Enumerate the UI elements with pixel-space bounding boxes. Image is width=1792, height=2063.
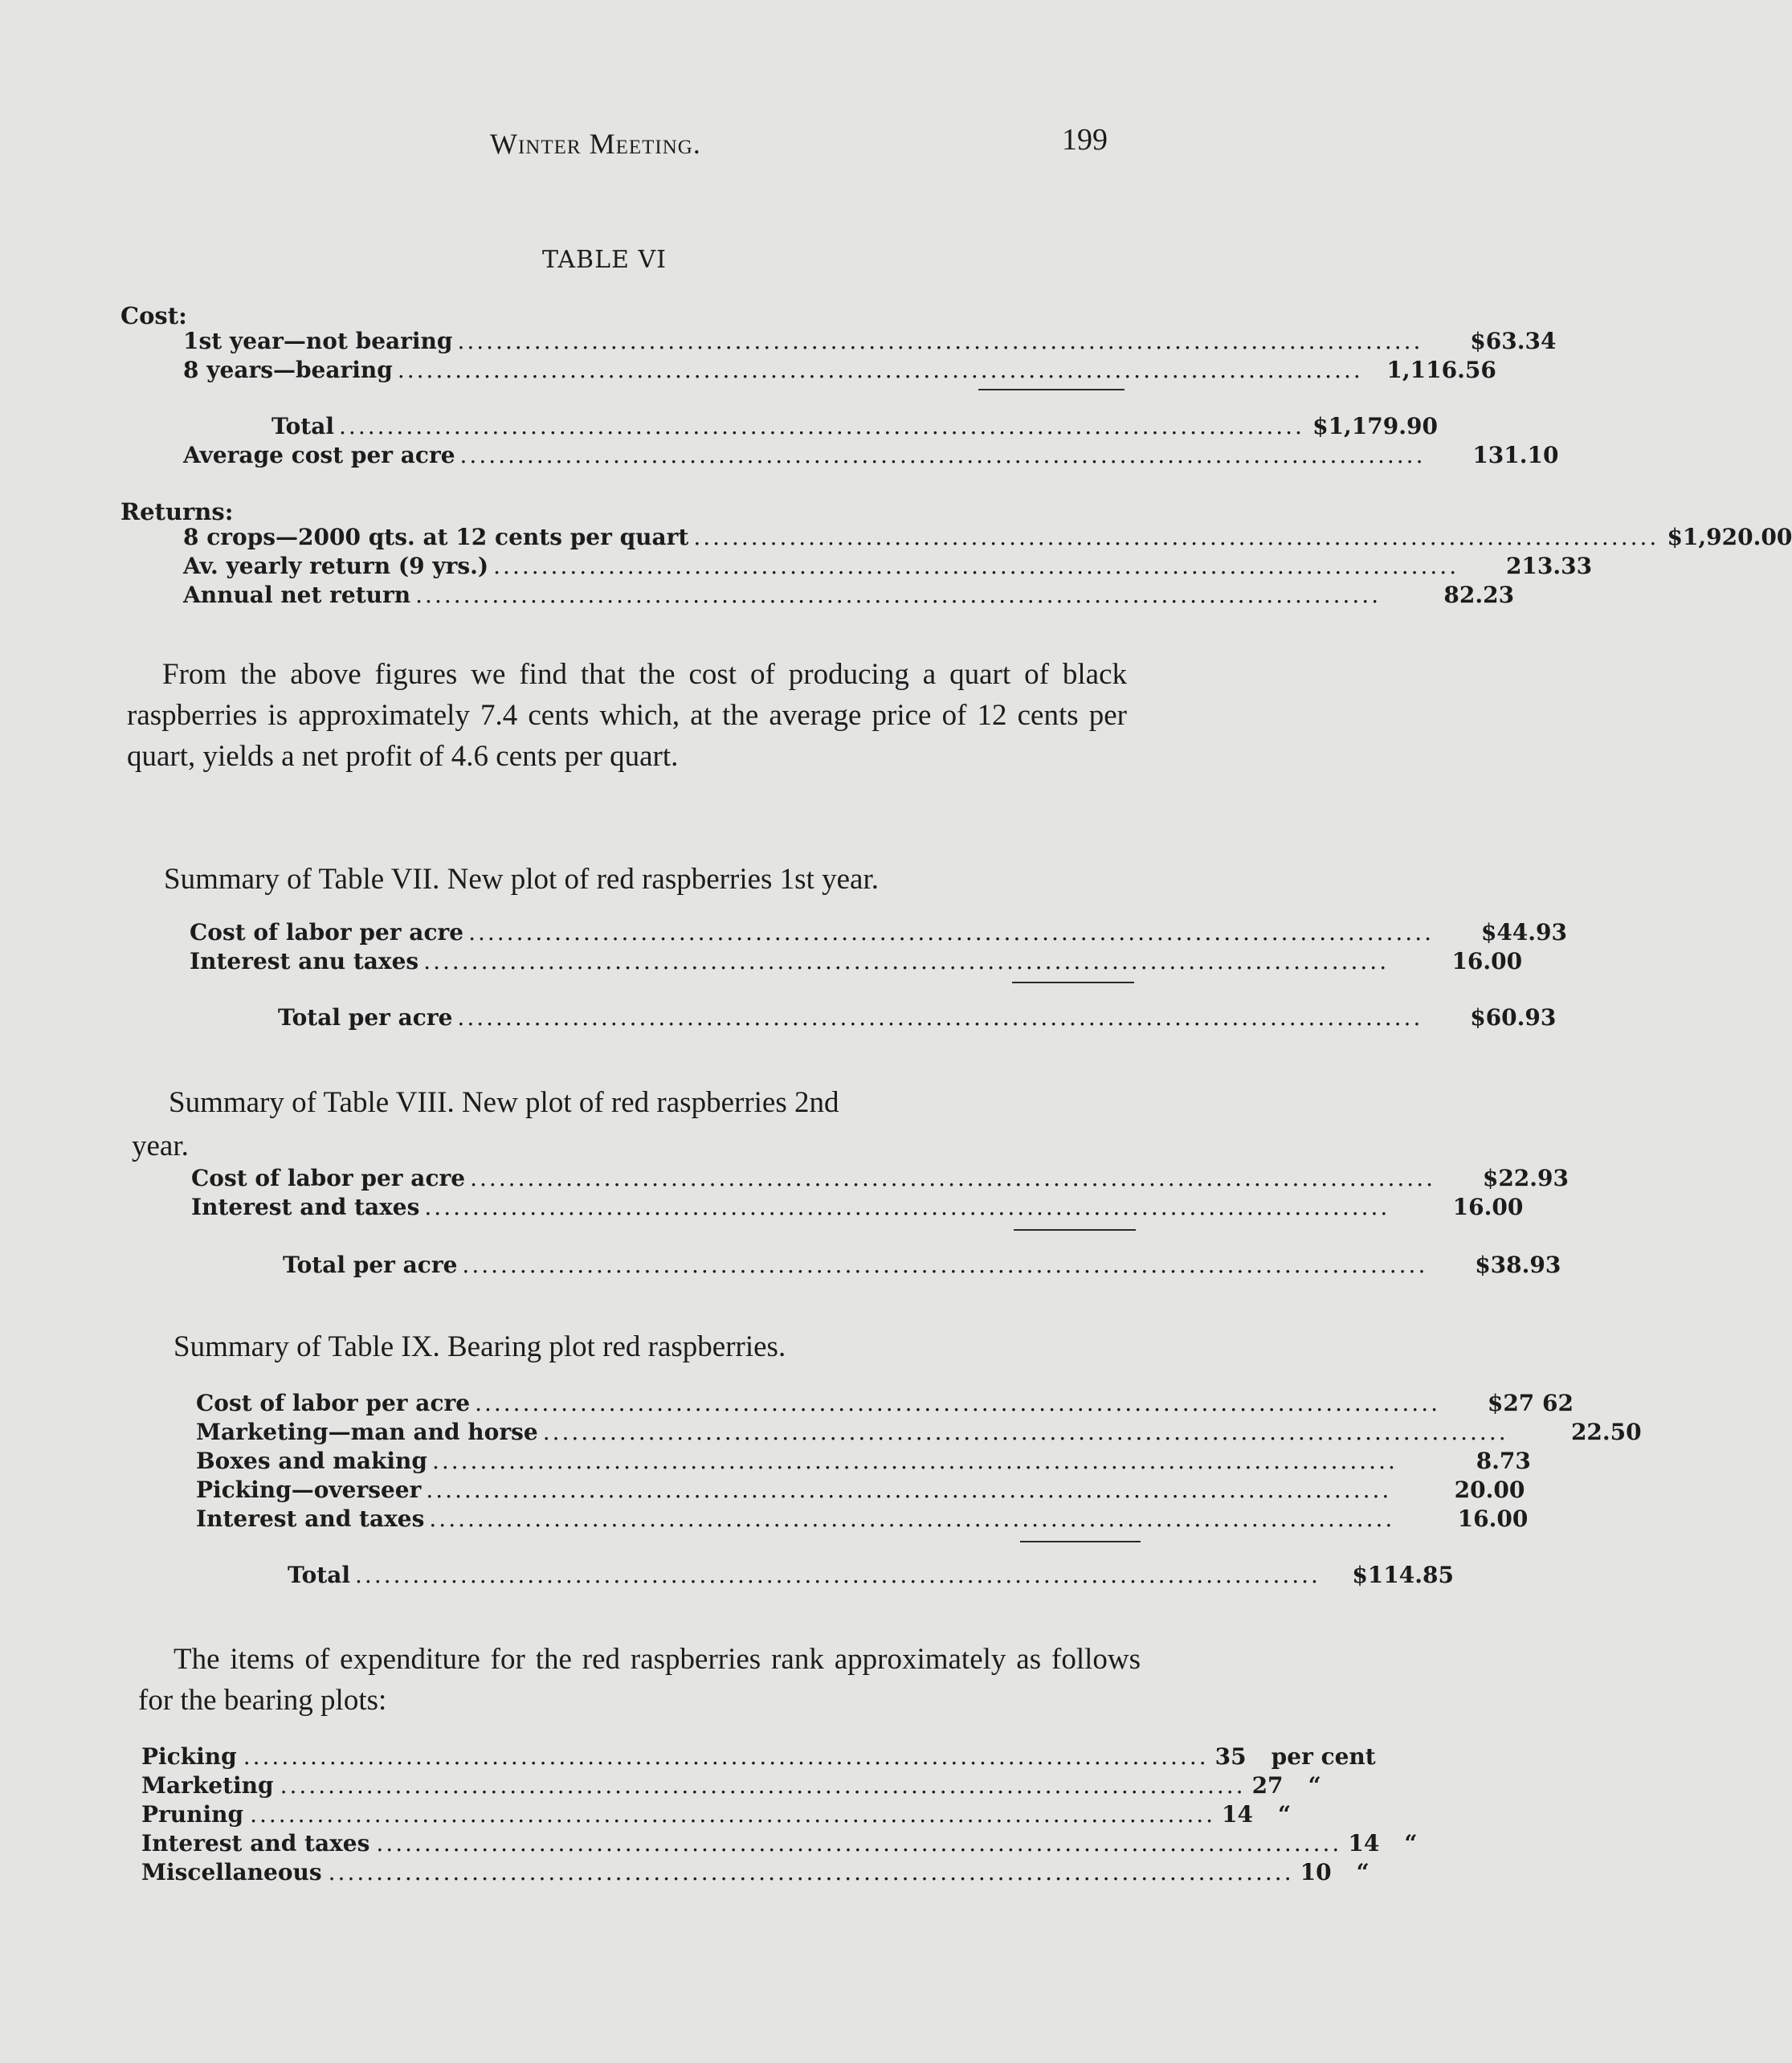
row-value: 213.33 <box>1505 553 1593 579</box>
item-value: 35 <box>1214 1743 1247 1770</box>
table-row <box>196 1419 1642 1445</box>
ditto-mark: “ <box>1356 1859 1370 1885</box>
paragraph <box>138 1639 1141 1721</box>
table-row <box>190 948 1523 974</box>
row-value: 16.00 <box>1451 948 1523 974</box>
list-item <box>141 1772 1321 1799</box>
table-row <box>196 1477 1525 1503</box>
table-row <box>183 582 1515 608</box>
row-label: Total <box>288 1562 351 1588</box>
sum-rule <box>1020 1541 1141 1542</box>
leader-dots: ..................................................................................................... <box>429 1505 1395 1532</box>
paragraph-text: The items of expenditure for the red raspberries rank approximately as follows for the bearing plots: <box>138 1643 1141 1717</box>
row-value: $44.93 <box>1480 919 1568 946</box>
leader-dots: ..................................................................................................... <box>355 1562 1321 1588</box>
item-value: 14 <box>1222 1801 1254 1828</box>
leader-dots: ..................................................................................................... <box>462 1252 1428 1278</box>
paragraph <box>127 654 1127 777</box>
item-label: Pruning <box>141 1801 244 1828</box>
row-label: Interest and taxes <box>191 1194 420 1220</box>
leader-dots: ..................................................................................................... <box>468 919 1435 946</box>
leader-dots: ..................................................................................................... <box>475 1390 1441 1416</box>
row-label: Average cost per acre <box>183 442 455 468</box>
item-value: 10 <box>1300 1859 1332 1885</box>
leader-dots: ..................................................................................................... <box>542 1419 1508 1445</box>
leader-dots: ..................................................................................................... <box>328 1859 1294 1885</box>
table-row <box>196 1390 1574 1416</box>
row-label: 8 crops—2000 qts. at 12 cents per quart <box>183 524 689 550</box>
table-row <box>183 524 1792 550</box>
row-value: 1,116.56 <box>1386 357 1496 383</box>
row-value: $60.93 <box>1470 1004 1557 1031</box>
row-label: Annual net return <box>183 582 411 608</box>
table-row <box>183 328 1557 354</box>
paragraph-text: From the above figures we find that the cost of producing a quart of black raspberries is approximately 7.4 cents which, at the average price of 12 cents per quart, yields a net profit of 4.6 cents per quart. <box>127 658 1127 773</box>
sum-rule <box>1014 1229 1136 1231</box>
item-value: 27 <box>1251 1772 1284 1799</box>
item-label: Picking <box>141 1743 237 1770</box>
table-row <box>191 1165 1570 1191</box>
leader-dots: ..................................................................................................... <box>397 357 1363 383</box>
ditto-mark: “ <box>1278 1801 1292 1828</box>
row-label: Total per acre <box>283 1252 458 1278</box>
table-row <box>196 1448 1531 1474</box>
table-row <box>183 357 1496 383</box>
row-value: 22.50 <box>1570 1419 1642 1445</box>
row-value: $63.34 <box>1470 328 1557 354</box>
row-value: 82.23 <box>1443 582 1515 608</box>
list-item <box>141 1859 1370 1885</box>
sum-rule <box>1012 982 1134 983</box>
total-row <box>283 1252 1561 1278</box>
page-number: 199 <box>1062 123 1108 157</box>
item-label: Interest and taxes <box>141 1830 370 1857</box>
table-row <box>183 553 1593 579</box>
row-value: $1,920.00 <box>1667 524 1792 550</box>
row-label: 1st year—not bearing <box>183 328 453 354</box>
sum-rule <box>978 389 1125 390</box>
leader-dots: ..................................................................................................... <box>415 582 1382 608</box>
row-value: 16.00 <box>1452 1194 1524 1220</box>
leader-dots: ..................................................................................................... <box>280 1772 1246 1799</box>
table-row <box>196 1505 1529 1532</box>
row-label: Interest and taxes <box>196 1505 425 1532</box>
returns-label: Returns: <box>120 498 234 525</box>
row-value: 16.00 <box>1457 1505 1529 1532</box>
leader-dots: ..................................................................................................... <box>426 1477 1392 1503</box>
table-row <box>191 1194 1524 1220</box>
leader-dots: ..................................................................................................... <box>250 1801 1216 1828</box>
list-item <box>141 1830 1418 1857</box>
leader-dots: ..................................................................................................... <box>339 413 1304 439</box>
leader-dots: ..................................................................................................... <box>431 1448 1398 1474</box>
table-row <box>183 442 1559 468</box>
row-label: Picking—overseer <box>196 1477 422 1503</box>
leader-dots: ..................................................................................................... <box>243 1743 1209 1770</box>
row-value: $27 62 <box>1487 1390 1574 1416</box>
section-heading: Summary of Table VIII. New plot of red raspberries 2nd <box>169 1086 839 1119</box>
row-label: Total per acre <box>278 1004 453 1031</box>
leader-dots: ..................................................................................................... <box>459 442 1426 468</box>
row-label: Cost of labor per acre <box>196 1390 471 1416</box>
leader-dots: ..................................................................................................... <box>470 1165 1436 1191</box>
section-heading: Summary of Table VII. New plot of red raspberries 1st year. <box>164 863 879 896</box>
running-header: Winter Meeting. <box>490 128 701 160</box>
row-value: 131.10 <box>1472 442 1559 468</box>
row-label: Av. yearly return (9 yrs.) <box>183 553 489 579</box>
ditto-mark: “ <box>1308 1772 1321 1799</box>
item-label: Marketing <box>141 1772 274 1799</box>
leader-dots: ..................................................................................................... <box>424 1194 1390 1220</box>
row-value: $38.93 <box>1475 1252 1561 1278</box>
leader-dots: ..................................................................................................... <box>423 948 1390 974</box>
list-item <box>141 1743 1376 1770</box>
total-row <box>288 1562 1454 1588</box>
table-row <box>190 919 1568 946</box>
total-row <box>271 413 1438 439</box>
row-label: Total <box>271 413 335 439</box>
leader-dots: ..................................................................................................... <box>693 524 1659 550</box>
table-title: TABLE VI <box>542 246 667 274</box>
total-row <box>278 1004 1557 1031</box>
leader-dots: ..................................................................................................... <box>457 328 1423 354</box>
cost-label: Cost: <box>120 302 187 329</box>
list-item <box>141 1801 1292 1828</box>
unit-label: per cent <box>1271 1743 1376 1770</box>
leader-dots: ..................................................................................................... <box>376 1830 1342 1857</box>
row-value: 8.73 <box>1476 1448 1531 1474</box>
row-label: Interest anu taxes <box>190 948 419 974</box>
row-label: Marketing—man and horse <box>196 1419 538 1445</box>
row-label: 8 years—bearing <box>183 357 393 383</box>
leader-dots: ..................................................................................................... <box>493 553 1459 579</box>
section-heading: Summary of Table IX. Bearing plot red raspberries. <box>173 1330 786 1363</box>
section-heading-cont: year. <box>132 1130 189 1162</box>
row-value: 20.00 <box>1454 1477 1525 1503</box>
row-label: Cost of labor per acre <box>190 919 464 946</box>
item-label: Miscellaneous <box>141 1859 322 1885</box>
item-value: 14 <box>1348 1830 1380 1857</box>
row-value: $22.93 <box>1482 1165 1570 1191</box>
ditto-mark: “ <box>1404 1830 1418 1857</box>
row-value: $114.85 <box>1352 1562 1454 1588</box>
row-label: Cost of labor per acre <box>191 1165 466 1191</box>
row-label: Boxes and making <box>196 1448 427 1474</box>
leader-dots: ..................................................................................................... <box>457 1004 1423 1031</box>
row-value: $1,179.90 <box>1312 413 1438 439</box>
